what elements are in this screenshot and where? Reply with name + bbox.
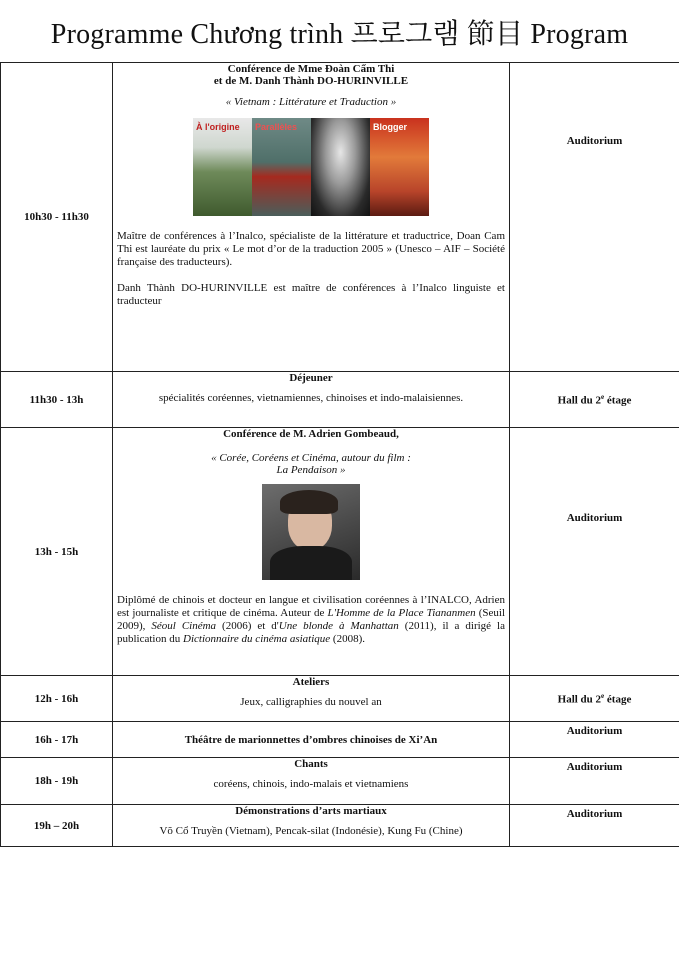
time-cell: 12h - 16h [1, 676, 113, 722]
table-row [1, 722, 679, 758]
place-cell: Auditorium [510, 428, 679, 676]
event-cell [113, 428, 510, 676]
event-cell [113, 372, 510, 428]
table-row [1, 63, 679, 372]
event-cell [113, 63, 510, 372]
event-heading: Conférence de M. Adrien Gombeaud, [223, 428, 399, 440]
book-title: À l'origine [196, 122, 240, 132]
place-text: étage [604, 394, 632, 407]
time-cell: 16h - 17h [1, 722, 113, 758]
place-text: étage [604, 693, 632, 706]
bio-text: (2006) et d' [216, 620, 279, 632]
time-cell: 19h – 20h [1, 805, 113, 847]
place-cell [510, 676, 679, 722]
time-cell: 13h - 15h [1, 428, 113, 676]
event-heading: Déjeuner [289, 372, 333, 384]
event-description: Jeux, calligraphies du nouvel an [240, 696, 382, 708]
event-heading: Théâtre de marionnettes d’ombres chinoises de Xi’An [184, 733, 438, 746]
place-cell: Auditorium [510, 722, 679, 758]
event-description: Võ Cổ Truyền (Vietnam), Pencak-silat (Indonésie), Kung Fu (Chine) [159, 825, 463, 837]
bio-book-title: L'Homme de la Place Tiananmen [327, 607, 476, 619]
book-title: Parallèles [255, 122, 298, 132]
table-row [1, 676, 679, 722]
event-cell [113, 676, 510, 722]
event-subtitle: « Corée, Coréens et Cinéma, autour du film : [211, 452, 411, 464]
book-cover-image [193, 118, 252, 216]
event-heading: Démonstrations d’arts martiaux [235, 805, 387, 817]
event-heading: Conférence de Mme Đoàn Cẩm Thi [227, 63, 395, 75]
table-row [1, 758, 679, 805]
table-row [1, 805, 679, 847]
event-cell [113, 805, 510, 847]
place-cell: Auditorium [510, 805, 679, 847]
speaker-bio: Maître de conférences à l’Inalco, spécialiste de la littérature et traductrice, Doan Cam Thi est lauréate du prix « Le mot d’or de la traduction 2005 » (Unesco – AIF – Société française des traducteurs). [117, 230, 505, 268]
bio-text: (2011), il a dirigé la publication du [117, 620, 505, 645]
event-description: spécialités coréennes, vietnamiennes, chinoises et indo-malaisiennes. [158, 392, 464, 404]
event-cell [113, 758, 510, 805]
speaker-bio [113, 594, 509, 646]
book-cover-image [311, 118, 370, 216]
bio-book-title: Séoul Cinéma [151, 620, 217, 632]
event-subtitle: La Pendaison » [276, 464, 346, 476]
place-text: Hall du 2 [557, 693, 602, 706]
event-heading: Ateliers [292, 676, 330, 688]
bio-text: (Seuil 2009), [117, 607, 506, 632]
event-subtitle: « Vietnam : Littérature et Traduction » [225, 96, 397, 108]
book-title: Blogger [373, 122, 408, 132]
event-cell [113, 722, 510, 758]
place-text: Hall du 2 [557, 394, 602, 407]
place-sup: e [601, 392, 605, 401]
time-cell: 18h - 19h [1, 758, 113, 805]
page-title: Programme Chương trình 프로그램 節目 Program [50, 19, 629, 50]
book-cover-image [370, 118, 429, 216]
bio-text: Diplômé de chinois et docteur en langue et civilisation coréennes à l’INALCO, Adrien est journaliste et critique de cinéma. Auteur de [117, 594, 505, 619]
place-cell: Auditorium [510, 758, 679, 805]
time-cell: 11h30 - 13h [1, 372, 113, 428]
table-row [1, 372, 679, 428]
place-sup: e [601, 691, 605, 700]
program-table [0, 62, 679, 847]
place-cell [510, 372, 679, 428]
bio-text: (2008). [330, 633, 365, 645]
time-cell: 10h30 - 11h30 [1, 63, 113, 372]
event-description: coréens, chinois, indo-malais et vietnamiens [213, 778, 409, 790]
event-heading: et de M. Danh Thành DO-HURINVILLE [213, 75, 409, 87]
speaker-bio: Danh Thành DO-HURINVILLE est maître de conférences à l’Inalco linguiste et traducteur [117, 282, 505, 307]
place-cell: Auditorium [510, 63, 679, 372]
book-covers [113, 118, 509, 216]
bio-book-title: Une blonde à Manhattan [278, 620, 399, 632]
event-heading: Chants [294, 758, 328, 770]
bio-book-title: Dictionnaire du cinéma asiatique [183, 633, 331, 645]
table-row [1, 428, 679, 676]
book-cover-image [252, 118, 311, 216]
speaker-portrait-image [262, 484, 360, 580]
